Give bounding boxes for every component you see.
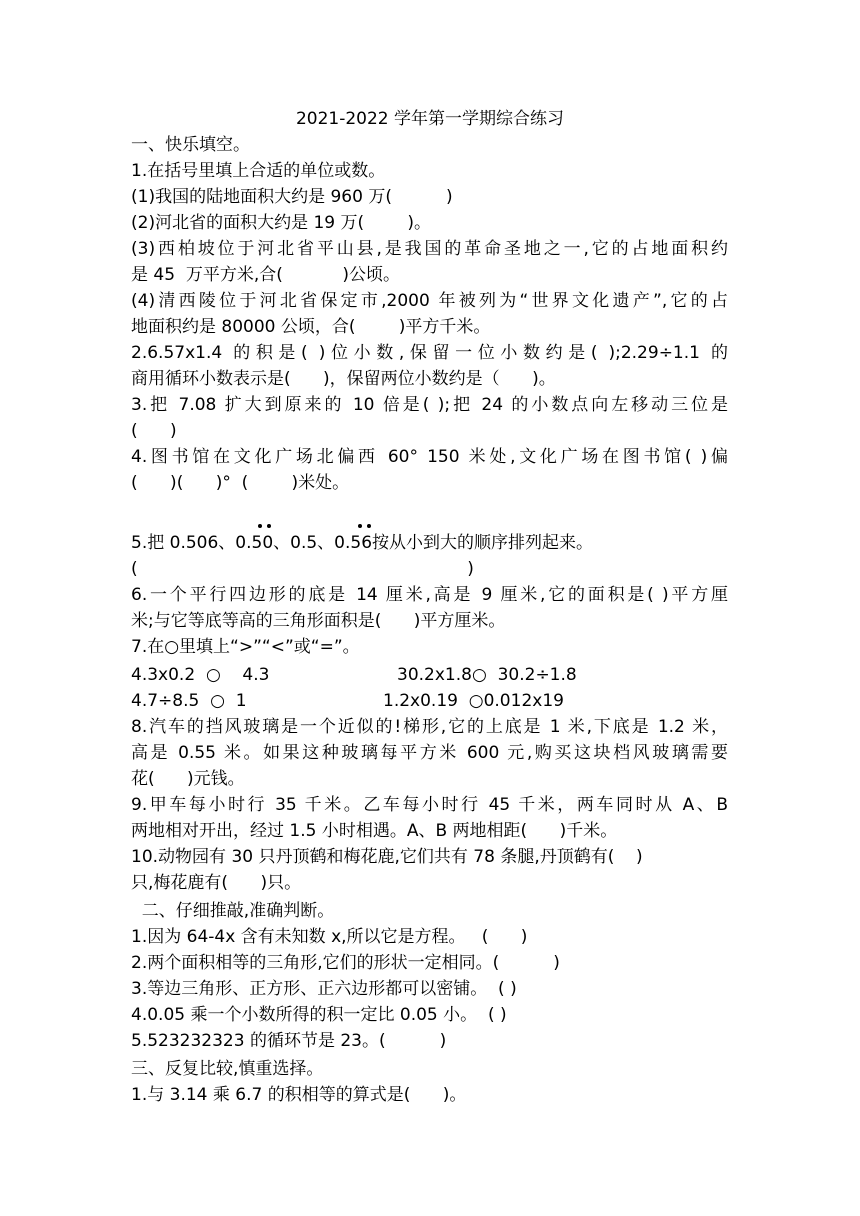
question-10-line-2: 只,梅花鹿有( )只。 [131, 873, 302, 893]
question-3-line-1: 3.把 7.08 扩大到原来的 10 倍是( );把 24 的小数点向左移动三位是 [131, 395, 728, 415]
question-7-item-b: 30.2x1.8○ 30.2÷1.8 [397, 665, 577, 685]
question-2-line-2: 商用循环小数表示是( )，保留两位小数约是（ )。 [131, 369, 556, 389]
question-6-line-1: 6.一个平行四边形的底是 14 厘米,高是 9 厘米,它的面积是( )平方厘 [131, 585, 728, 605]
question-7-stem: 7.在○里填上“>”“<”或“=”。 [131, 637, 360, 657]
question-8-line-3: 花( )元钱。 [131, 769, 245, 789]
judge-item-4: 4.0.05 乘一个小数所得的积一定比 0.05 小。 ( ) [131, 1005, 507, 1025]
repeating-dot [258, 524, 262, 528]
question-1-1: (1)我国的陆地面积大约是 960 万( ) [131, 187, 453, 207]
question-6-line-2: 米;与它等底等高的三角形面积是( )平方厘米。 [131, 611, 506, 631]
question-8-line-2: 高是 0.55 米。如果这种玻璃每平方米 600 元,购买这块档风玻璃需要 [131, 743, 728, 763]
question-1-stem: 1.在括号里填上合适的单位或数。 [131, 161, 386, 181]
question-7-item-a: 4.3x0.2 ○ 4.3 [131, 665, 270, 685]
question-1-4-line-1: (4)清西陵位于河北省保定市,2000 年被列为“世界文化遗产”,它的占 [131, 291, 728, 311]
repeating-dot [267, 524, 271, 528]
section-heading-fill-in: 一、快乐填空。 [131, 135, 250, 155]
judge-item-1: 1.因为 64-4x 含有未知数 x,所以它是方程。 ( ) [131, 927, 528, 947]
section-heading-choice: 三、反复比较,慎重选择。 [131, 1059, 324, 1079]
question-3-line-2: ( ) [131, 421, 177, 441]
question-7-item-d: 1.2x0.19 ○0.012x19 [383, 691, 564, 711]
question-4-line-2: ( )( )° ( )米处。 [131, 473, 350, 493]
question-1-4-line-2: 地面积约是 80000 公顷，合( )平方千米。 [131, 317, 491, 337]
question-2-line-1: 2.6.57x1.4 的积是( )位小数,保留一位小数约是( );2.29÷1.1 的 [131, 343, 728, 363]
question-8-line-1: 8.汽车的挡风玻璃是一个近似的!梯形,它的上底是 1 米,下底是 1.2 米， [131, 717, 728, 737]
judge-item-5: 5.523232323 的循环节是 23。( ) [131, 1031, 447, 1051]
section-heading-judge: 二、仔细推敲,准确判断。 [131, 901, 335, 921]
question-5-answer-line: ( ) [131, 559, 474, 579]
choice-item-1: 1.与 3.14 乘 6.7 的积相等的算式是( )。 [131, 1085, 467, 1105]
question-7-item-c: 4.7÷8.5 ○ 1 [131, 691, 247, 711]
question-9-line-1: 9.甲车每小时行 35 千米。乙车每小时行 45 千米，两车同时从 A、B [131, 795, 728, 815]
repeating-dot [367, 524, 371, 528]
question-5-line-1: 5.把 0.506、0.50、0.5、0.56按从小到大的顺序排列起来。 [131, 533, 594, 553]
page-title: 2021-2022 学年第一学期综合练习 [295, 109, 565, 129]
question-4-line-1: 4.图书馆在文化广场北偏西 60° 150 米处,文化广场在图书馆( )偏 [131, 447, 728, 467]
question-1-3-line-1: (3)西柏坡位于河北省平山县,是我国的革命圣地之一,它的占地面积约 [131, 239, 728, 259]
judge-item-2: 2.两个面积相等的三角形,它们的形状一定相同。( ) [131, 953, 560, 973]
repeating-dot [358, 524, 362, 528]
question-1-3-line-2: 是 45 万平方米,合( )公顷。 [131, 265, 400, 285]
question-9-line-2: 两地相对开出，经过 1.5 小时相遇。A、B 两地相距( )千米。 [131, 821, 618, 841]
judge-item-3: 3.等边三角形、正方形、正六边形都可以密铺。 ( ) [131, 979, 517, 999]
question-1-2: (2)河北省的面积大约是 19 万( )。 [131, 213, 432, 233]
question-10-line-1: 10.动物园有 30 只丹顶鹤和梅花鹿,它们共有 78 条腿,丹顶鹤有( ) [131, 847, 643, 867]
